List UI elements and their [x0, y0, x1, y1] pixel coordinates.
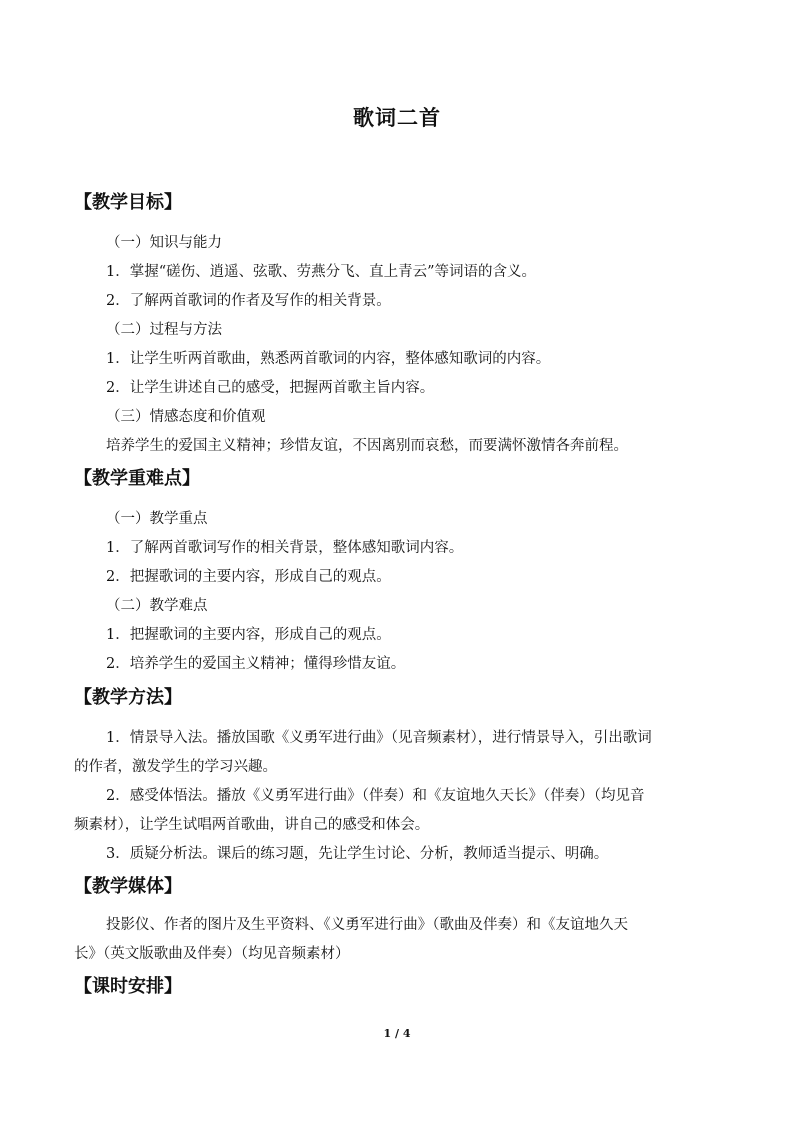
- section-heading-objectives: 【教学目标】: [74, 192, 182, 213]
- page-number: 1 / 4: [383, 1027, 411, 1040]
- list-item: 1．把握歌词的主要内容，形成自己的观点。: [106, 627, 391, 643]
- list-item: 2．了解两首歌词的作者及写作的相关背景。: [106, 293, 391, 309]
- paragraph: 培养学生的爱国主义精神；珍惜友谊，不因离别而哀愁，而要满怀激情各奔前程。: [106, 438, 628, 454]
- list-item: 2．培养学生的爱国主义精神；懂得珍惜友谊。: [106, 656, 406, 672]
- paragraph: 频素材），让学生试唱两首歌曲，讲自己的感受和体会。: [74, 817, 430, 833]
- paragraph: 1．情景导入法。播放国歌《义勇军进行曲》（见音频素材），进行情景导入，引出歌词: [106, 730, 652, 746]
- section-heading-key-points: 【教学重难点】: [74, 468, 200, 489]
- paragraph: 投影仪、作者的图片及生平资料、《义勇军进行曲》（歌曲及伴奏）和《友谊地久天: [106, 917, 628, 933]
- subheading-emotion: （三）情感态度和价值观: [106, 409, 266, 425]
- section-heading-methods: 【教学方法】: [74, 687, 182, 708]
- subheading-process: （二）过程与方法: [106, 322, 222, 338]
- paragraph: 长》（英文版歌曲及伴奏）（均见音频素材）: [74, 946, 350, 962]
- list-item: 1．让学生听两首歌曲，熟悉两首歌词的内容，整体感知歌词的内容。: [106, 351, 551, 367]
- section-heading-media: 【教学媒体】: [74, 876, 182, 897]
- list-item: 2．把握歌词的主要内容，形成自己的观点。: [106, 569, 391, 585]
- list-item: 2．让学生讲述自己的感受，把握两首歌主旨内容。: [106, 380, 435, 396]
- paragraph: 2．感受体悟法。播放《义勇军进行曲》（伴奏）和《友谊地久天长》（伴奏）（均见音: [106, 788, 645, 804]
- list-item: 1．掌握“磋伤、逍遥、弦歌、劳燕分飞、直上青云”等词语的含义。: [106, 264, 537, 280]
- paragraph: 3．质疑分析法。课后的练习题，先让学生讨论、分析，教师适当提示、明确。: [106, 846, 609, 862]
- subheading-difficult: （二）教学难点: [106, 598, 208, 614]
- subheading-key: （一）教学重点: [106, 511, 208, 527]
- list-item: 1．了解两首歌词写作的相关背景，整体感知歌词内容。: [106, 540, 464, 556]
- section-heading-schedule: 【课时安排】: [74, 976, 182, 997]
- paragraph: 的作者，激发学生的学习兴趣。: [74, 759, 277, 775]
- subheading-knowledge: （一）知识与能力: [106, 235, 222, 251]
- document-title: 歌词二首: [353, 105, 441, 130]
